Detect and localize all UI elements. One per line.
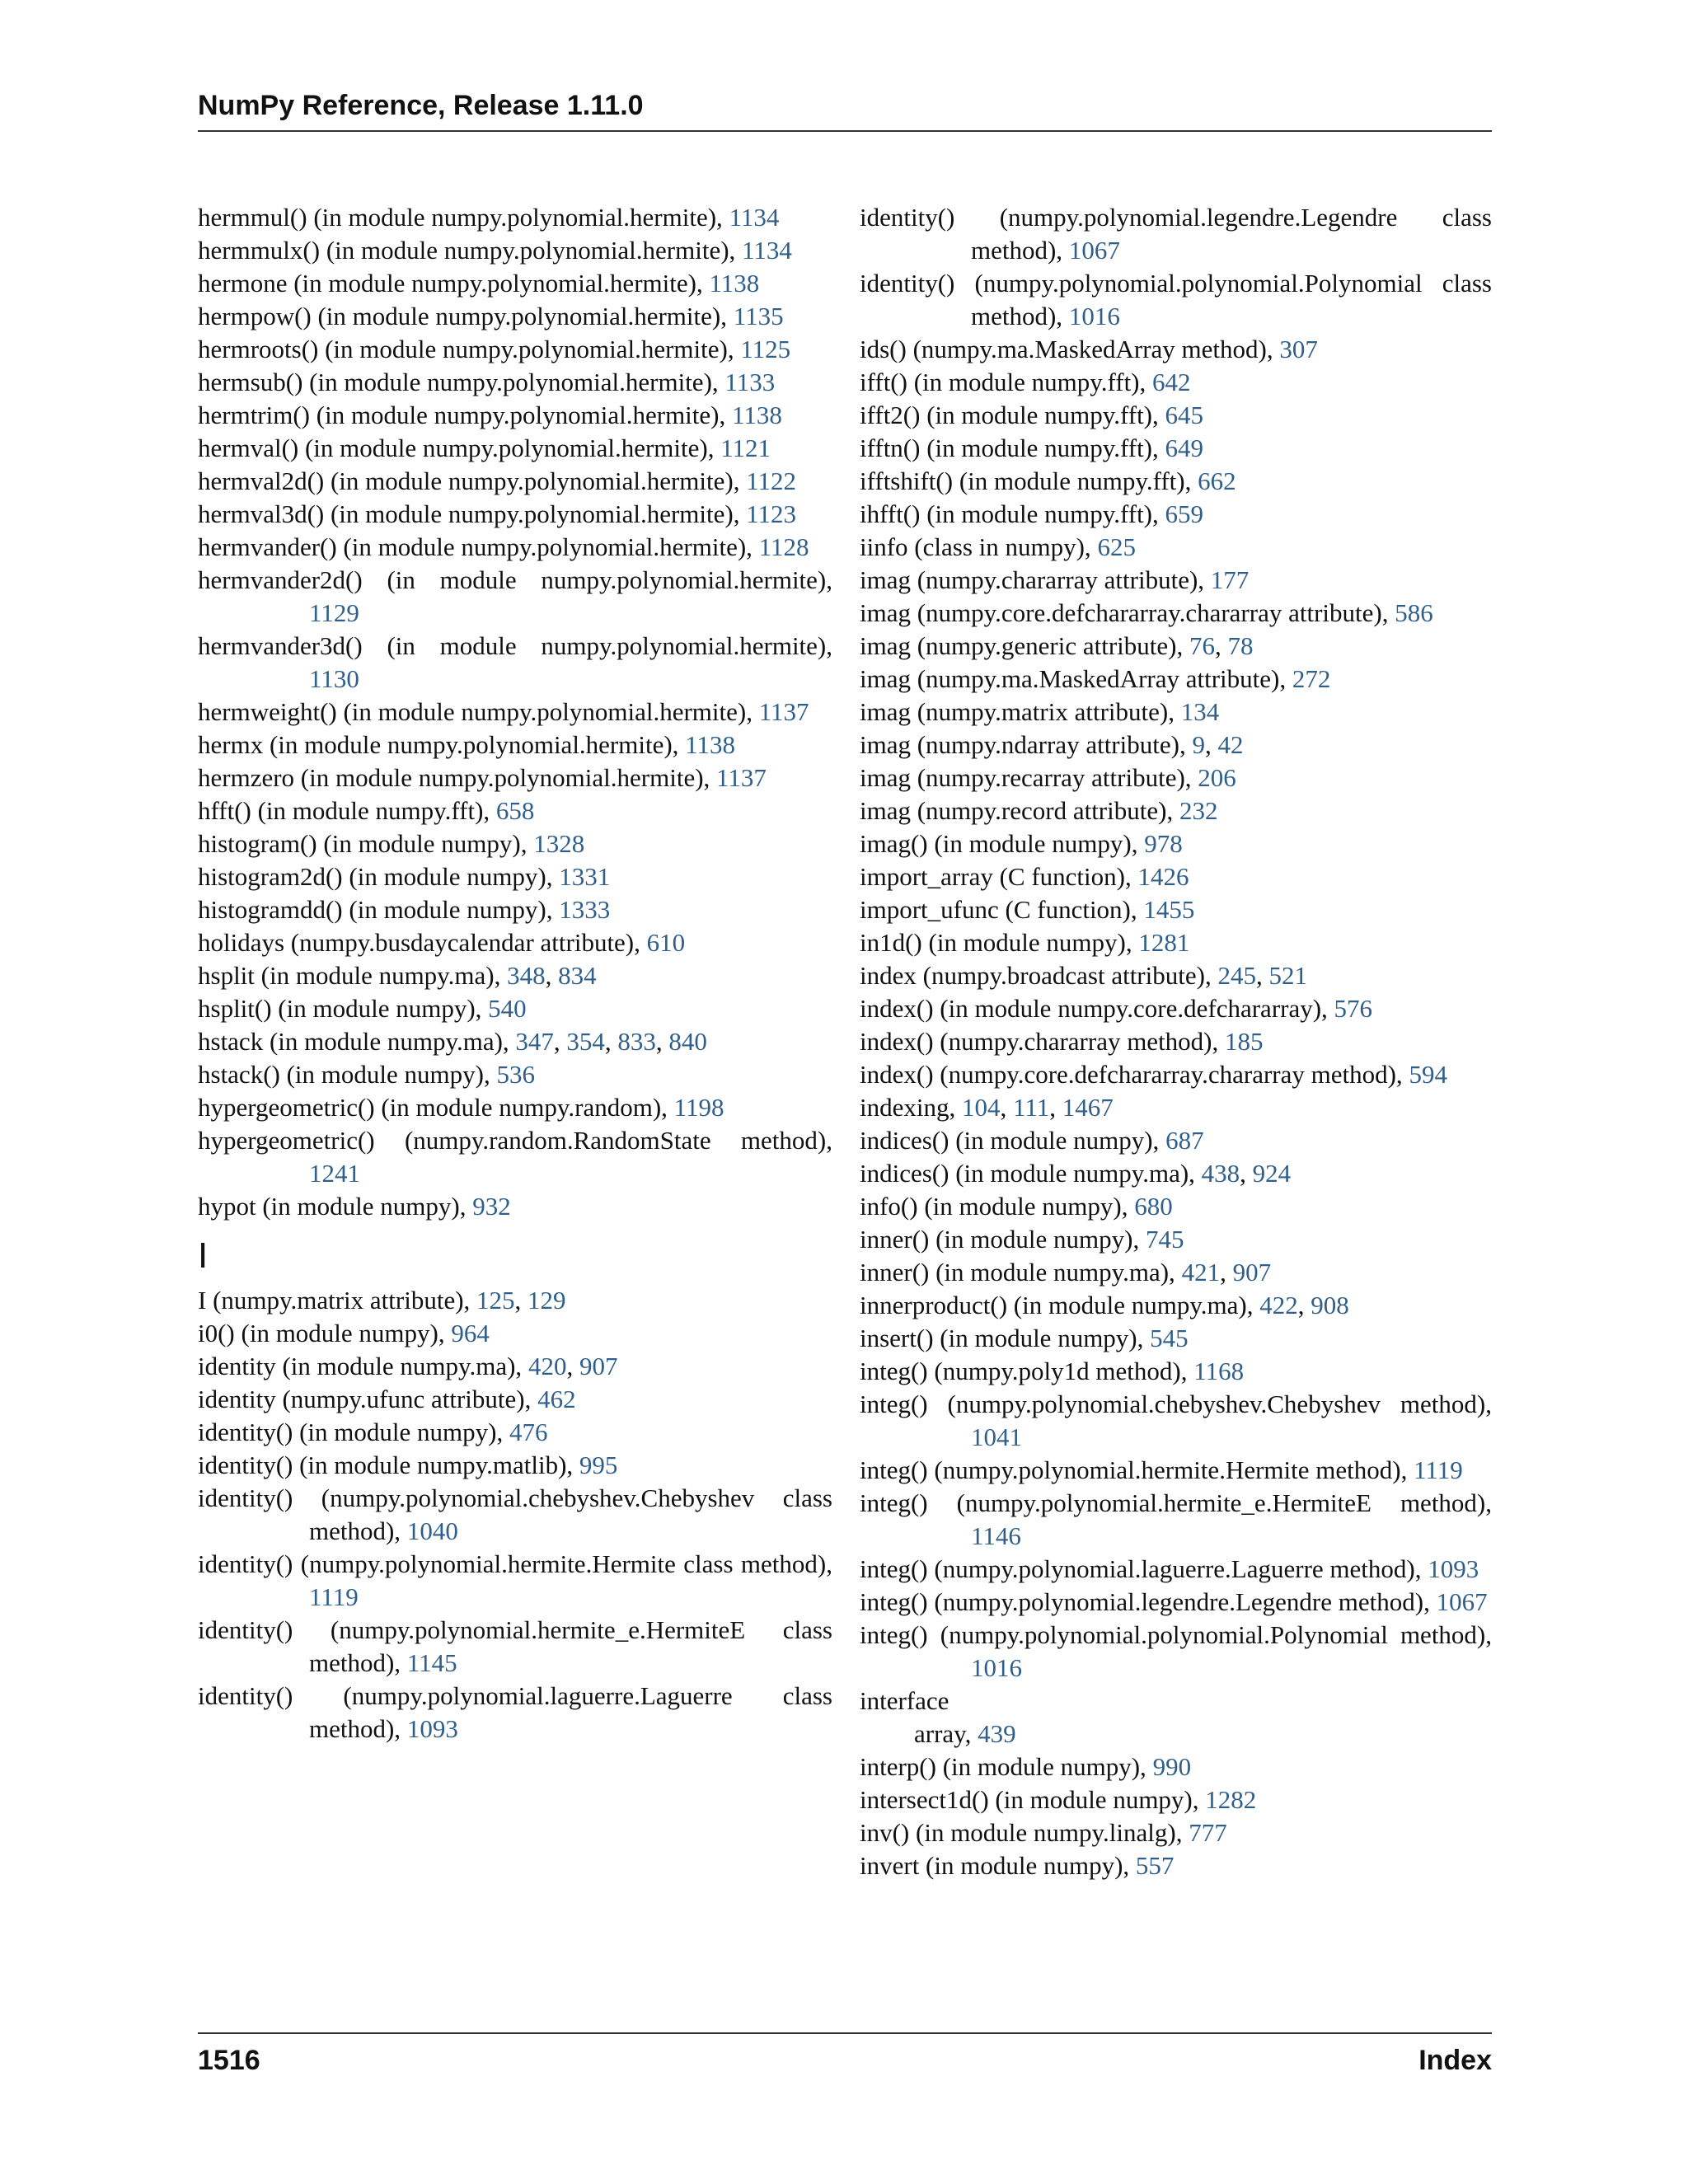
index-entry (198, 1317, 832, 1350)
page-link[interactable]: 185 (1225, 1027, 1264, 1056)
page-link[interactable]: 610 (646, 928, 686, 957)
index-entry (198, 1190, 832, 1223)
page-link[interactable]: 76 (1189, 631, 1215, 660)
index-entry (860, 762, 1492, 794)
page-link[interactable]: 1134 (742, 236, 792, 265)
page-link[interactable]: 232 (1179, 796, 1218, 825)
index-term: hermsub() (in module numpy.polynomial.hermite), (198, 368, 719, 396)
index-term: ids() (numpy.ma.MaskedArray method), (860, 335, 1273, 363)
index-entry (860, 893, 1492, 926)
page-link[interactable]: 245 (1217, 961, 1256, 990)
index-entry: imag (numpy.ndarray attribute), 9, 42 (860, 730, 1244, 759)
index-entry (198, 1124, 832, 1190)
page-link[interactable]: 658 (495, 796, 535, 825)
index-term: hypergeometric() (numpy.random.RandomState method), (198, 1126, 832, 1155)
index-subentry (860, 1718, 1492, 1750)
index-term: iinfo (class in numpy), (860, 532, 1091, 561)
index-entry (198, 201, 832, 234)
index-entry (198, 992, 832, 1025)
index-term: interface (860, 1686, 950, 1715)
index-entry: I (numpy.matrix attribute), 125, 129 (198, 1286, 566, 1315)
section-name: Index (1418, 2045, 1492, 2076)
page-link[interactable]: 594 (1409, 1060, 1447, 1089)
page-link[interactable]: 777 (1189, 1818, 1227, 1847)
page-link[interactable]: 1168 (1193, 1357, 1245, 1385)
index-term: index() (numpy.core.defchararray.chararray method), (860, 1060, 1403, 1089)
index-entry (860, 333, 1492, 366)
index-entry (860, 926, 1492, 959)
index-term: imag (numpy.ma.MaskedArray attribute), (860, 664, 1287, 693)
index-entry (198, 399, 832, 432)
index-entry (198, 1548, 832, 1614)
index-term: hermval3d() (in module numpy.polynomial.hermite), (198, 499, 740, 528)
index-entry (198, 926, 832, 959)
index-term: hsplit (in module numpy.ma), (198, 961, 501, 990)
index-term: indices() (in module numpy), (860, 1126, 1160, 1155)
index-entry (860, 498, 1492, 531)
index-term: integ() (numpy.polynomial.legendre.Legendre method), (860, 1587, 1430, 1616)
index-term: identity (numpy.ufunc attribute), (198, 1385, 532, 1413)
index-entry (198, 762, 832, 794)
index-term: integ() (numpy.polynomial.polynomial.Polynomial method), (860, 1620, 1492, 1649)
page-link[interactable]: 1241 (309, 1159, 360, 1188)
page-link[interactable]: 680 (1134, 1192, 1173, 1221)
index-entry (860, 1750, 1492, 1783)
page-link[interactable]: 536 (496, 1060, 535, 1089)
index-term: hypot (in module numpy), (198, 1192, 467, 1221)
page-link[interactable]: 625 (1097, 532, 1136, 561)
page-link[interactable]: 104 (962, 1093, 1001, 1122)
index-entry: indexing, 104, 111, 1467 (860, 1093, 1114, 1122)
index-entry (198, 267, 832, 300)
page-link[interactable]: 1122 (746, 466, 797, 495)
index-entry (860, 663, 1492, 696)
index-term: identity() (numpy.polynomial.hermite.Hermite class method), (198, 1549, 832, 1578)
index-term: hermval() (in module numpy.polynomial.hermite), (198, 434, 715, 462)
index-term: ifft() (in module numpy.fft), (860, 368, 1146, 396)
index-term: indexing, (860, 1093, 956, 1122)
page-link[interactable]: 9 (1192, 730, 1205, 759)
index-entry (860, 366, 1492, 399)
index-entry (860, 1685, 1492, 1718)
page-link[interactable]: 840 (668, 1027, 707, 1056)
page-link[interactable]: 206 (1198, 763, 1236, 792)
index-term: in1d() (in module numpy), (860, 928, 1132, 957)
page-link[interactable]: 1093 (406, 1714, 458, 1743)
page-link[interactable]: 990 (1152, 1752, 1192, 1781)
index-term: indices() (in module numpy.ma), (860, 1159, 1195, 1188)
page-link[interactable]: 1121 (720, 434, 771, 462)
index-entry (860, 1124, 1492, 1157)
index-term: hermzero (in module numpy.polynomial.hermite), (198, 763, 710, 792)
page-link[interactable]: 576 (1334, 994, 1373, 1023)
page-link[interactable]: 687 (1165, 1126, 1204, 1155)
index-term: integ() (numpy.polynomial.hermite.Hermite method), (860, 1455, 1408, 1484)
index-entry (198, 366, 832, 399)
index-term: hermtrim() (in module numpy.polynomial.hermite), (198, 401, 726, 429)
index-term: hermweight() (in module numpy.polynomial.hermite), (198, 697, 753, 726)
page-link[interactable]: 908 (1311, 1291, 1349, 1319)
index-entry (860, 696, 1492, 729)
index-term: hermvander2d() (in module numpy.polynomial.hermite), (198, 565, 832, 594)
page-link[interactable]: 995 (579, 1451, 618, 1479)
page-link[interactable]: 1067 (1068, 236, 1120, 265)
index-entry: hsplit (in module numpy.ma), 348, 834 (198, 961, 597, 990)
index-entry (860, 1025, 1492, 1058)
index-entry (198, 893, 832, 926)
index-term: identity() (numpy.polynomial.laguerre.Laguerre class method), (198, 1681, 832, 1743)
index-entry (860, 399, 1492, 432)
index-term: import_ufunc (C function), (860, 895, 1137, 924)
index-term: identity() (in module numpy.matlib), (198, 1451, 574, 1479)
index-term: import_array (C function), (860, 862, 1132, 891)
index-entry (860, 1355, 1492, 1388)
page-link[interactable]: 907 (579, 1352, 618, 1380)
page-link[interactable]: 932 (472, 1192, 511, 1221)
index-term: identity() (in module numpy), (198, 1418, 504, 1446)
index-entry (198, 564, 832, 630)
page-link[interactable]: 1125 (740, 335, 791, 363)
index-entry (198, 1383, 832, 1416)
page-link[interactable]: 833 (617, 1027, 656, 1056)
index-entry (198, 1058, 832, 1091)
index-entry (198, 531, 832, 564)
index-entry: index (numpy.broadcast attribute), 245, 521 (860, 961, 1307, 990)
index-entry (860, 564, 1492, 597)
index-entry (198, 630, 832, 696)
index-entry: hstack (in module numpy.ma), 347, 354, 833, 840 (198, 1027, 707, 1056)
index-entry (860, 1553, 1492, 1586)
page-link[interactable]: 1281 (1138, 928, 1190, 957)
index-entry (860, 1322, 1492, 1355)
index-term: ifftn() (in module numpy.fft), (860, 434, 1159, 462)
page-link[interactable]: 111 (1013, 1093, 1050, 1122)
index-term: insert() (in module numpy), (860, 1324, 1144, 1352)
index-term: histogram() (in module numpy), (198, 829, 528, 858)
page-link[interactable]: 1333 (559, 895, 611, 924)
page-link[interactable]: 1137 (716, 763, 767, 792)
index-term: I (numpy.matrix attribute), (198, 1286, 471, 1315)
index-term: innerproduct() (in module numpy.ma), (860, 1291, 1254, 1319)
index-term: i0() (in module numpy), (198, 1319, 445, 1347)
page-link[interactable]: 545 (1150, 1324, 1189, 1352)
page-link[interactable]: 1135 (733, 302, 784, 330)
index-entry (860, 465, 1492, 498)
index-term: index() (in module numpy.core.defchararray), (860, 994, 1328, 1023)
index-term: hermroots() (in module numpy.polynomial.hermite), (198, 335, 734, 363)
index-term: imag (numpy.matrix attribute), (860, 697, 1175, 726)
page-link[interactable]: 1128 (758, 532, 809, 561)
index-entry (198, 1449, 832, 1482)
index-entry (860, 597, 1492, 630)
page-link[interactable]: 1455 (1143, 895, 1195, 924)
index-term: interp() (in module numpy), (860, 1752, 1146, 1781)
page-link[interactable]: 586 (1395, 598, 1433, 627)
index-term: identity() (numpy.polynomial.legendre.Legendre class method), (860, 203, 1492, 265)
index-entry: imag (numpy.generic attribute), 76, 78 (860, 631, 1254, 660)
index-section-heading: I (198, 1235, 209, 1276)
page-link[interactable]: 659 (1165, 499, 1204, 528)
index-entry (860, 432, 1492, 465)
page-link[interactable]: 1145 (406, 1648, 457, 1677)
index-term: histogramdd() (in module numpy), (198, 895, 553, 924)
index-term: hermone (in module numpy.polynomial.hermite), (198, 269, 703, 298)
index-entry: identity (in module numpy.ma), 420, 907 (198, 1352, 618, 1380)
index-entry (860, 1190, 1492, 1223)
page-link[interactable]: 422 (1259, 1291, 1298, 1319)
index-term: identity() (numpy.polynomial.hermite_e.HermiteE class method), (198, 1615, 832, 1677)
index-term: ifft2() (in module numpy.fft), (860, 401, 1159, 429)
page-link[interactable]: 1067 (1436, 1587, 1488, 1616)
page-link[interactable]: 272 (1292, 664, 1331, 693)
index-entry (860, 794, 1492, 827)
index-entry (198, 729, 832, 762)
header-title: NumPy Reference, Release 1.11.0 (198, 90, 644, 121)
index-entry (198, 1614, 832, 1680)
page-link[interactable]: 1093 (1428, 1554, 1479, 1583)
page-link[interactable]: 438 (1201, 1159, 1240, 1188)
page-link[interactable]: 1137 (758, 697, 809, 726)
index-entry (860, 1849, 1492, 1882)
index-term: imag (numpy.recarray attribute), (860, 763, 1192, 792)
page-link[interactable]: 125 (476, 1286, 515, 1315)
index-term: imag (numpy.record attribute), (860, 796, 1174, 825)
page-link[interactable]: 1331 (559, 862, 611, 891)
index-entry: inner() (in module numpy.ma), 421, 907 (860, 1258, 1272, 1286)
page-link[interactable]: 521 (1268, 961, 1307, 990)
page-link[interactable]: 1016 (1068, 302, 1120, 330)
index-column-right (860, 201, 1492, 1882)
page-link[interactable]: 1328 (533, 829, 585, 858)
index-term: imag (numpy.generic attribute), (860, 631, 1184, 660)
page-link[interactable]: 476 (509, 1418, 548, 1446)
index-entry (198, 696, 832, 729)
page-link[interactable]: 834 (558, 961, 597, 990)
index-term: hstack (in module numpy.ma), (198, 1027, 509, 1056)
index-term: ihfft() (in module numpy.fft), (860, 499, 1159, 528)
index-term: invert (in module numpy), (860, 1851, 1130, 1880)
index-entry (860, 860, 1492, 893)
page-link[interactable]: 645 (1165, 401, 1204, 429)
page-link[interactable]: 347 (515, 1027, 554, 1056)
page-link[interactable]: 642 (1152, 368, 1191, 396)
index-term: index (numpy.broadcast attribute), (860, 961, 1212, 990)
page-link[interactable]: 1041 (971, 1422, 1022, 1451)
index-term: imag() (in module numpy), (860, 829, 1138, 858)
index-entry (860, 267, 1492, 333)
page-link[interactable]: 177 (1210, 565, 1250, 594)
index-term: hermmulx() (in module numpy.polynomial.hermite), (198, 236, 736, 265)
index-term: hsplit() (in module numpy), (198, 994, 482, 1023)
index-term: holidays (numpy.busdaycalendar attribute), (198, 928, 640, 957)
page-link[interactable]: 1123 (746, 499, 797, 528)
page-link[interactable]: 540 (488, 994, 527, 1023)
index-entry (198, 1091, 832, 1124)
index-entry (198, 794, 832, 827)
page-link[interactable]: 662 (1198, 466, 1236, 495)
page-link[interactable]: 1138 (685, 730, 736, 759)
index-term: hermpow() (in module numpy.polynomial.hermite), (198, 302, 727, 330)
index-entry (198, 860, 832, 893)
index-term: integ() (numpy.poly1d method), (860, 1357, 1188, 1385)
index-term: hfft() (in module numpy.fft), (198, 796, 490, 825)
page-link[interactable]: 1129 (309, 598, 359, 627)
index-entry (860, 201, 1492, 267)
page-link[interactable]: 421 (1181, 1258, 1221, 1286)
index-term: inner() (in module numpy), (860, 1225, 1140, 1254)
index-term: integ() (numpy.polynomial.hermite_e.HermiteE method), (860, 1488, 1492, 1517)
page-number: 1516 (198, 2045, 260, 2076)
page-link[interactable]: 978 (1144, 829, 1183, 858)
index-term: ifftshift() (in module numpy.fft), (860, 466, 1192, 495)
page-link[interactable]: 964 (451, 1319, 490, 1347)
page-link[interactable]: 348 (507, 961, 546, 990)
running-footer (198, 2032, 1492, 2077)
index-term: hstack() (in module numpy), (198, 1060, 490, 1089)
index-entry (198, 1482, 832, 1548)
index-entry (860, 827, 1492, 860)
index-entry (860, 1487, 1492, 1553)
index-entry (198, 300, 832, 333)
index-entry (860, 1388, 1492, 1454)
page-link[interactable]: 462 (537, 1385, 576, 1413)
page-link[interactable]: 649 (1165, 434, 1204, 462)
index-entry (860, 1783, 1492, 1816)
index-entry (198, 1416, 832, 1449)
page-link[interactable]: 354 (566, 1027, 605, 1056)
index-term: intersect1d() (in module numpy), (860, 1785, 1199, 1814)
page-link[interactable]: 134 (1180, 697, 1220, 726)
page-link[interactable]: 129 (528, 1286, 566, 1315)
index-term: hermmul() (in module numpy.polynomial.hermite), (198, 203, 723, 232)
index-entry (860, 992, 1492, 1025)
page-link[interactable]: 907 (1232, 1258, 1272, 1286)
index-entry (198, 234, 832, 267)
index-term: histogram2d() (in module numpy), (198, 862, 553, 891)
page-link[interactable]: 1198 (673, 1093, 724, 1122)
index-term: imag (numpy.ndarray attribute), (860, 730, 1186, 759)
index-entry (860, 1586, 1492, 1619)
index-entry: indices() (in module numpy.ma), 438, 924 (860, 1159, 1292, 1188)
running-header (198, 89, 1492, 132)
index-term: integ() (numpy.polynomial.laguerre.Laguerre method), (860, 1554, 1422, 1583)
index-entry (198, 432, 832, 465)
index-entry (860, 1223, 1492, 1256)
index-entry (198, 498, 832, 531)
index-term: hermx (in module numpy.polynomial.hermite), (198, 730, 679, 759)
index-term: hypergeometric() (in module numpy.random), (198, 1093, 668, 1122)
page-link[interactable]: 1138 (732, 401, 782, 429)
index-term: hermval2d() (in module numpy.polynomial.hermite), (198, 466, 740, 495)
index-term: inv() (in module numpy.linalg), (860, 1818, 1183, 1847)
page-link[interactable]: 924 (1252, 1159, 1292, 1188)
index-term: imag (numpy.chararray attribute), (860, 565, 1205, 594)
page-link[interactable]: 1040 (406, 1516, 458, 1545)
index-term: inner() (in module numpy.ma), (860, 1258, 1175, 1286)
page-link[interactable]: 42 (1217, 730, 1244, 759)
index-term: info() (in module numpy), (860, 1192, 1128, 1221)
index-entry (860, 1619, 1492, 1685)
page-link[interactable]: 307 (1279, 335, 1318, 363)
index-term: imag (numpy.core.defchararray.chararray attribute), (860, 598, 1389, 627)
page-link[interactable]: 1016 (971, 1653, 1022, 1682)
index-term: identity (in module numpy.ma), (198, 1352, 523, 1380)
page-link[interactable]: 1133 (724, 368, 776, 396)
index-term: identity() (numpy.polynomial.polynomial.Polynomial class method), (860, 269, 1492, 330)
page-link[interactable]: 78 (1227, 631, 1254, 660)
index-entry (198, 827, 832, 860)
index-term: index() (numpy.chararray method), (860, 1027, 1219, 1056)
index-term: integ() (numpy.polynomial.chebyshev.Chebyshev method), (860, 1390, 1492, 1418)
page-link[interactable]: 1134 (729, 203, 780, 232)
index-entry: innerproduct() (in module numpy.ma), 422, 908 (860, 1291, 1349, 1319)
index-term: hermvander3d() (in module numpy.polynomial.hermite), (198, 631, 832, 660)
page-link[interactable]: 745 (1145, 1225, 1184, 1254)
page-link[interactable]: 1119 (1414, 1455, 1463, 1484)
index-entry (860, 531, 1492, 564)
page-link[interactable]: 1426 (1137, 862, 1189, 891)
index-term: identity() (numpy.polynomial.chebyshev.Chebyshev class method), (198, 1483, 832, 1545)
page-link[interactable]: 1282 (1205, 1785, 1257, 1814)
page-link[interactable]: 1130 (309, 664, 359, 693)
page-link[interactable]: 557 (1135, 1851, 1175, 1880)
index-entry (860, 1058, 1492, 1091)
index-entry (198, 333, 832, 366)
index-term: array, (914, 1719, 972, 1748)
page-link[interactable]: 1138 (709, 269, 760, 298)
page-link[interactable]: 1467 (1062, 1093, 1114, 1122)
index-term: hermvander() (in module numpy.polynomial.hermite), (198, 532, 753, 561)
index-entry (860, 1816, 1492, 1849)
index-column-left (198, 201, 832, 1746)
index-entry (198, 1680, 832, 1746)
page-link[interactable]: 1146 (971, 1521, 1021, 1550)
page-link[interactable]: 420 (528, 1352, 567, 1380)
page-link[interactable]: 1119 (309, 1582, 359, 1611)
page-link[interactable]: 439 (978, 1719, 1016, 1748)
index-entry (860, 1454, 1492, 1487)
index-entry (198, 465, 832, 498)
